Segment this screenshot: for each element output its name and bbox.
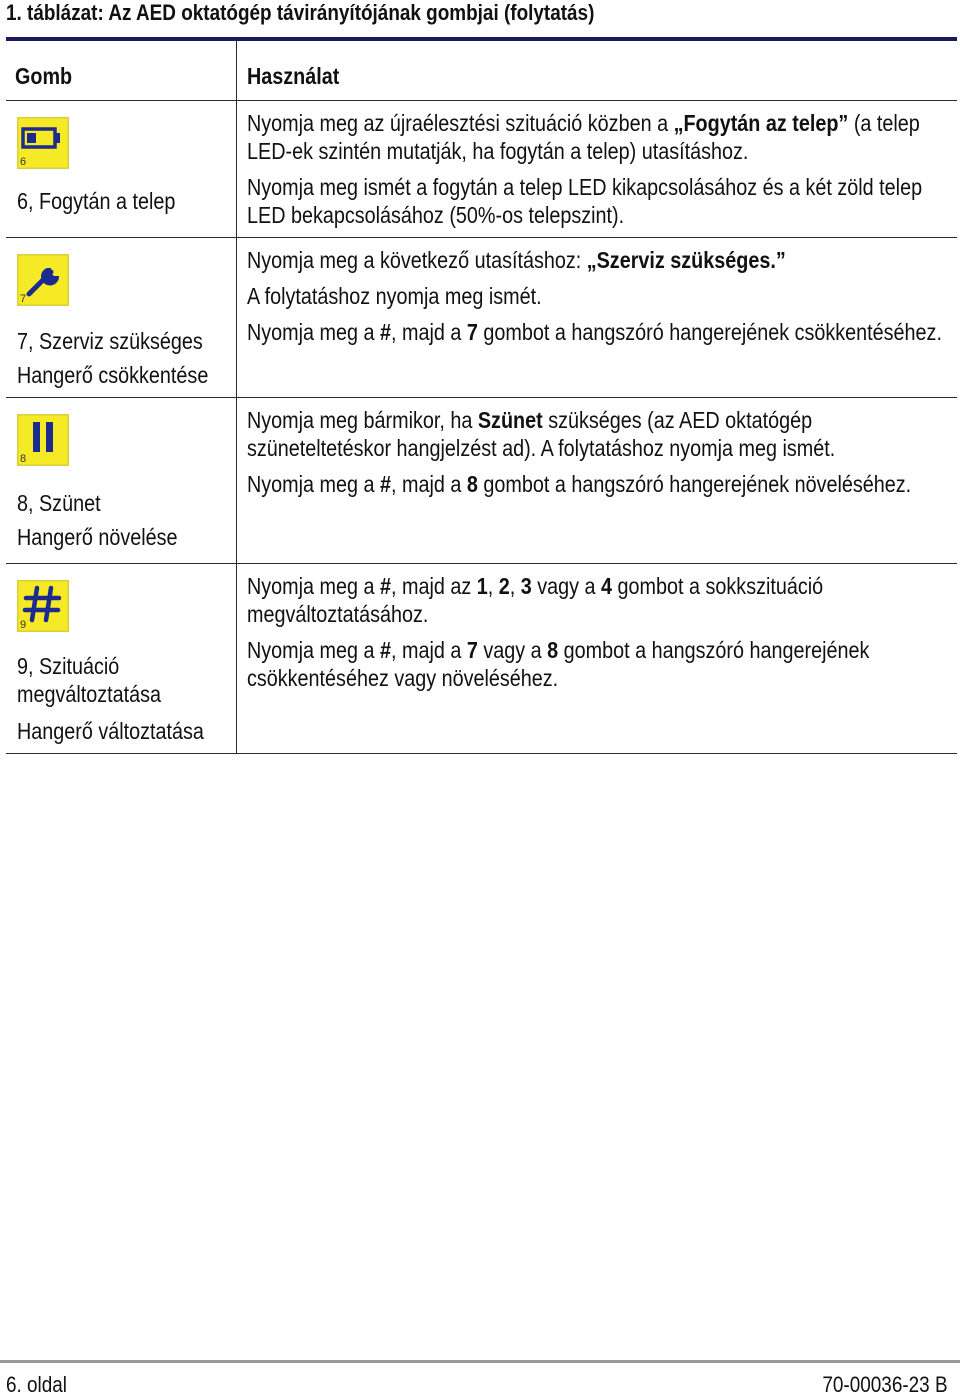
icon-number: 7 — [20, 293, 27, 305]
button-cell — [6, 238, 236, 398]
document-id: 70-00036-23 B — [822, 1372, 948, 1397]
usage-cell — [236, 238, 957, 398]
button-label: 9, Szituáció — [17, 653, 120, 679]
page-number: 6. oldal — [6, 1372, 68, 1397]
usage-paragraph: Nyomja meg a #, majd az 1, 2, 3 vagy a 4 gombot a sokkszituáció megváltoztatásához. — [246, 573, 823, 627]
table-header-row — [6, 41, 957, 101]
table-row — [6, 564, 957, 754]
usage-paragraph: A folytatáshoz nyomja meg ismét. — [246, 283, 542, 309]
table-caption: 1. táblázat: Az AED oktatógép távirányítójának gombjai (folytatás) — [6, 0, 595, 25]
table-row — [6, 101, 957, 238]
header-button-label: Gomb — [15, 63, 73, 89]
usage-cell — [236, 564, 957, 754]
button-cell — [6, 564, 236, 754]
icon-number: 6 — [20, 156, 27, 168]
header-button — [6, 41, 236, 101]
table-row — [6, 398, 957, 564]
usage-paragraph: Nyomja meg a #, majd a 7 vagy a 8 gombot a hangszóró hangerejének csökkentéséhez vagy növeléséhez. — [246, 637, 869, 691]
usage-paragraph: Nyomja meg az újraélesztési szituáció közben a „Fogytán az telep” (a telep LED-ek szintén mutatják, ha fogytán a telep) utasításhoz. — [246, 110, 920, 164]
battery-low-icon — [17, 117, 69, 169]
button-cell — [6, 101, 236, 238]
button-label: megváltoztatása — [17, 681, 162, 707]
icon-number: 8 — [20, 453, 27, 465]
table-row — [6, 238, 957, 398]
button-label: 6, Fogytán a telep — [17, 188, 176, 214]
button-label: Hangerő csökkentése — [17, 362, 209, 388]
button-label: Hangerő növelése — [17, 524, 178, 550]
pause-icon — [17, 414, 69, 466]
usage-paragraph: Nyomja meg bármikor, ha Szünet szükséges (az AED oktatógép szüneteltetéskor hangjelzést ad). A folytatáshoz nyomja meg ismét. — [246, 407, 835, 461]
usage-cell — [236, 101, 957, 238]
wrench-icon — [17, 254, 69, 306]
button-cell — [6, 398, 236, 564]
header-usage — [236, 41, 957, 101]
icon-number: 9 — [20, 619, 27, 631]
footer-rule — [0, 1360, 960, 1363]
button-label: 8, Szünet — [17, 490, 101, 516]
button-label: Hangerő változtatása — [17, 718, 204, 744]
usage-paragraph: Nyomja meg a következő utasításhoz: „Szerviz szükséges.” — [246, 247, 786, 273]
usage-paragraph: Nyomja meg a #, majd a 7 gombot a hangszóró hangerejének csökkentéséhez. — [246, 319, 942, 345]
buttons-table — [6, 41, 957, 754]
usage-paragraph: Nyomja meg ismét a fogytán a telep LED kikapcsolásához és a két zöld telep LED bekapcsolásához (50%-os telepszint). — [246, 174, 922, 228]
usage-cell — [236, 398, 957, 564]
header-usage-label: Használat — [246, 63, 339, 89]
hash-icon — [17, 580, 69, 632]
usage-paragraph: Nyomja meg a #, majd a 8 gombot a hangszóró hangerejének növeléséhez. — [246, 471, 911, 497]
button-label: 7, Szerviz szükséges — [17, 328, 203, 354]
